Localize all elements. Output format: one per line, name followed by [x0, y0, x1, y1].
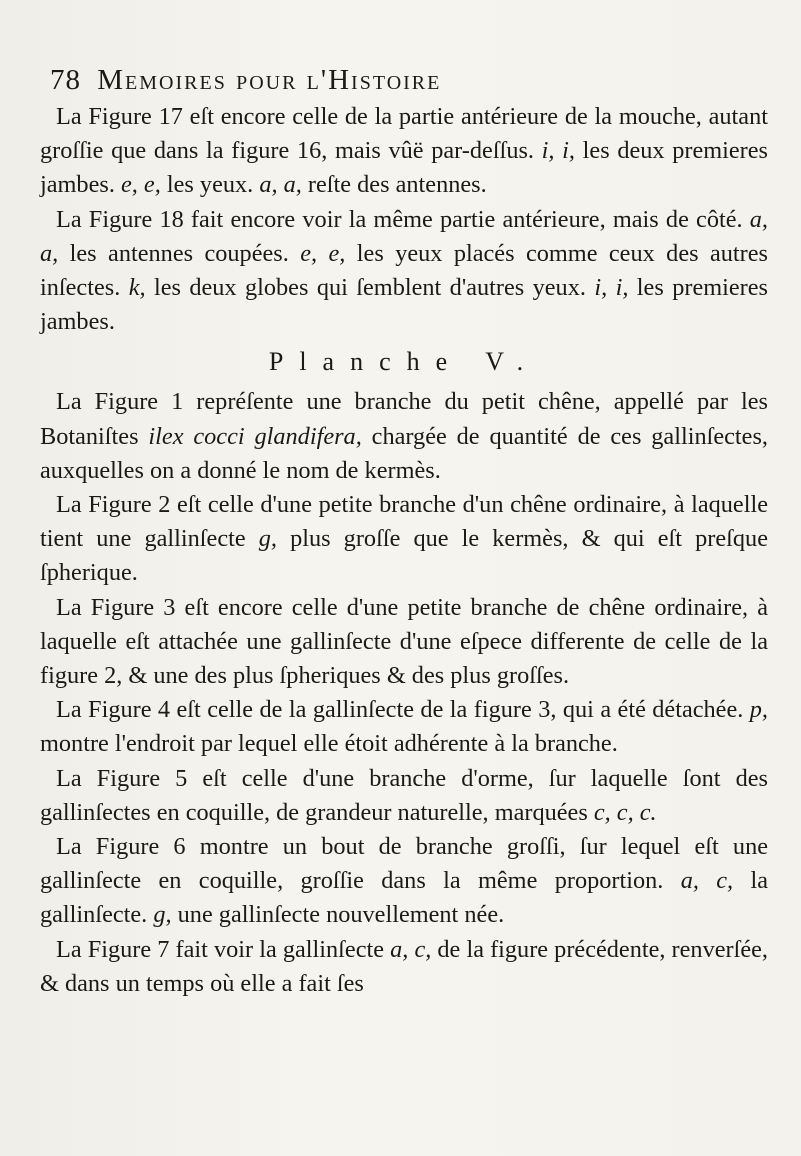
text-segment: La Figure 5 eſt celle d'une branche d'orme, ſur laquelle ſont des gallinſectes en coquille, de grandeur naturelle, marquées	[40, 764, 768, 826]
figure-reference: e, e,	[120, 171, 161, 199]
figure-reference: k,	[128, 274, 146, 302]
running-header	[50, 64, 730, 97]
figure-reference: c, c, c.	[593, 798, 657, 826]
text-segment: La Figure 4 eſt celle de la gallinſecte de la figure 3, qui a été détachée.	[56, 696, 750, 724]
figure-reference: i, i,	[541, 137, 575, 165]
figure-reference: a, a,	[40, 205, 768, 267]
figure-reference: e, e,	[300, 239, 346, 267]
page-body-text	[40, 100, 768, 1001]
figure-reference: a, c,	[680, 867, 734, 895]
text-segment: La Figure 17 eſt encore celle de la partie antérieure de la mouche, autant groſſie que dans la figure 16, mais vûë par-deſſus.	[40, 103, 768, 165]
paragraph	[40, 385, 768, 488]
text-segment: reſte des antennes.	[301, 171, 487, 199]
figure-reference: g,	[153, 901, 172, 929]
figure-reference: a, a,	[259, 171, 302, 199]
text-segment: La Figure 18 fait encore voir la même partie antérieure, mais de côté.	[56, 205, 750, 233]
paragraph	[40, 933, 768, 1001]
text-segment: chargée de quantité de ces gallinſectes, auxquelles on a donné le nom de kermès.	[40, 422, 768, 484]
figure-reference: p,	[749, 696, 768, 724]
paragraph	[40, 830, 768, 933]
text-segment: les premieres jambes.	[40, 274, 768, 336]
text-segment: de la figure précédente, renverſée, & dans un temps où elle a fait ſes	[40, 935, 769, 997]
figure-reference: g,	[258, 525, 277, 553]
plate-heading: Planche V.	[268, 347, 540, 377]
text-segment: les deux premieres jambes.	[40, 137, 769, 199]
paragraph	[40, 762, 768, 830]
text-segment: plus groſſe que le kermès, & qui eſt preſque ſpherique.	[40, 525, 768, 587]
text-segment: La Figure 1 repréſente une branche du petit chêne, appellé par les Botaniſtes	[40, 388, 768, 450]
text-segment: La Figure 7 fait voir la gallinſecte	[56, 935, 391, 963]
paragraph	[40, 488, 768, 591]
figure-reference: ilex cocci glandifera,	[148, 422, 362, 450]
text-segment: une gallinſecte nouvellement née.	[171, 901, 505, 929]
paragraph	[40, 203, 768, 340]
text-segment: les yeux.	[160, 171, 260, 199]
text-segment: la gallinſecte.	[40, 867, 769, 929]
page-number: 78	[50, 64, 81, 96]
paragraph	[40, 100, 768, 203]
text-segment: La Figure 2 eſt celle d'une petite branche d'un chêne ordinaire, à laquelle tient une gallinſecte	[40, 491, 768, 553]
text-segment: montre l'endroit par lequel elle étoit adhérente à la branche.	[40, 730, 618, 758]
text-segment: les deux globes qui ſemblent d'autres yeux.	[145, 274, 595, 302]
text-segment: La Figure 6 montre un bout de branche groſſi, ſur lequel eſt une gallinſecte en coquille, groſſie dans la même proportion.	[40, 833, 768, 895]
text-segment: La Figure 3 eſt encore celle d'une petite branche de chêne ordinaire, à laquelle eſt attachée une gallinſecte d'une eſpece differente de celle de la figure 2, & une des plus ſpheriques & des plus groſſes.	[40, 593, 768, 690]
figure-reference: i, i,	[594, 274, 629, 302]
paragraph	[40, 591, 768, 694]
running-title: Memoires pour l'Histoire	[97, 64, 442, 96]
text-segment: les antennes coupées.	[58, 239, 301, 267]
figure-reference: a, c,	[390, 935, 432, 963]
text-segment: les yeux placés comme ceux des autres inſectes.	[40, 239, 768, 302]
paragraph	[40, 693, 768, 761]
